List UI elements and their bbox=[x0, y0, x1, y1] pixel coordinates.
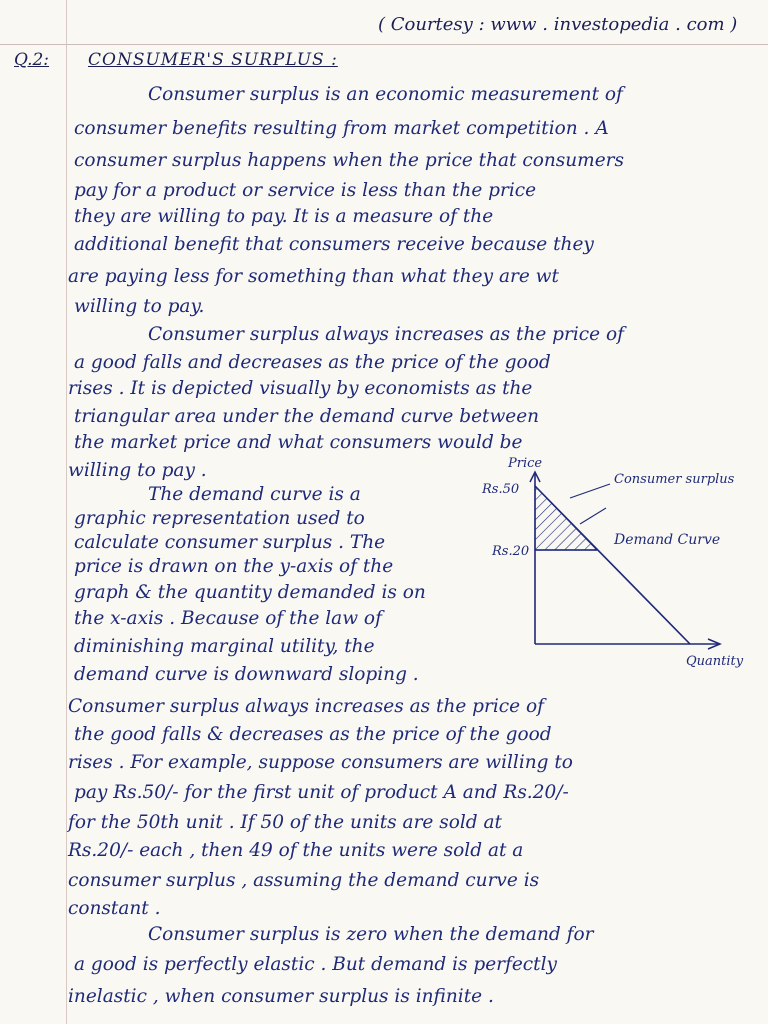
text-line: price is drawn on the y-axis of the bbox=[74, 556, 394, 577]
x-axis-label: Quantity bbox=[686, 654, 744, 669]
text-line: additional benefit that consumers receive because they bbox=[74, 234, 594, 255]
text-line: willing to pay . bbox=[68, 460, 207, 481]
text-line: Consumer surplus always increases as the price of bbox=[68, 696, 544, 717]
text-line: constant . bbox=[68, 898, 161, 919]
page-title: CONSUMER'S SURPLUS : bbox=[88, 50, 338, 70]
text-line: graphic representation used to bbox=[74, 508, 365, 529]
text-line: consumer surplus happens when the price that consumers bbox=[74, 150, 625, 171]
text-line: the x-axis . Because of the law of bbox=[74, 608, 382, 629]
text-line: the good falls & decreases as the price of the good bbox=[74, 724, 552, 745]
price-high-label: Rs.50 bbox=[482, 482, 520, 497]
text-line: Rs.20/- each , then 49 of the units were sold at a bbox=[68, 840, 524, 861]
text-line: diminishing marginal utility, the bbox=[74, 636, 375, 657]
courtesy-note: ( Courtesy : www . investopedia . com ) bbox=[378, 14, 738, 35]
header-rule bbox=[0, 44, 768, 45]
y-axis-label: Price bbox=[508, 456, 543, 471]
text-line: pay for a product or service is less than the price bbox=[74, 180, 537, 201]
price-low-label: Rs.20 bbox=[492, 544, 530, 559]
question-number: Q.2: bbox=[14, 50, 50, 70]
text-line: pay Rs.50/- for the first unit of product A and Rs.20/- bbox=[74, 782, 569, 803]
surplus-label: Consumer surplus bbox=[614, 472, 735, 487]
text-line: a good is perfectly elastic . But demand is perfectly bbox=[74, 954, 557, 975]
text-line: consumer surplus , assuming the demand curve is bbox=[68, 870, 540, 891]
text-line: Consumer surplus is zero when the demand for bbox=[148, 924, 594, 945]
demand-curve bbox=[535, 486, 690, 644]
text-line: Consumer surplus is an economic measurement of bbox=[148, 84, 623, 105]
text-line: inelastic , when consumer surplus is infinite . bbox=[68, 986, 494, 1007]
text-line: for the 50th unit . If 50 of the units are sold at bbox=[68, 812, 502, 833]
text-line: demand curve is downward sloping . bbox=[74, 664, 419, 685]
text-line: are paying less for something than what they are wt bbox=[68, 266, 559, 287]
demand-curve-label: Demand Curve bbox=[614, 532, 721, 548]
text-line: triangular area under the demand curve between bbox=[74, 406, 540, 427]
text-line: Consumer surplus always increases as the price of bbox=[148, 324, 624, 345]
text-line: rises . It is depicted visually by economists as the bbox=[68, 378, 533, 399]
text-line: they are willing to pay. It is a measure of the bbox=[74, 206, 494, 227]
text-line: willing to pay. bbox=[74, 296, 205, 317]
text-line: graph & the quantity demanded is on bbox=[74, 582, 426, 603]
text-line: a good falls and decreases as the price of the good bbox=[74, 352, 551, 373]
text-line: the market price and what consumers would be bbox=[74, 432, 523, 453]
text-line: consumer benefits resulting from market competition . A bbox=[74, 118, 609, 139]
text-line: calculate consumer surplus . The bbox=[74, 532, 386, 553]
consumer-surplus-graph bbox=[468, 458, 758, 678]
margin-line bbox=[66, 0, 67, 1024]
text-line: The demand curve is a bbox=[148, 484, 361, 505]
text-line: rises . For example, suppose consumers are willing to bbox=[68, 752, 573, 773]
